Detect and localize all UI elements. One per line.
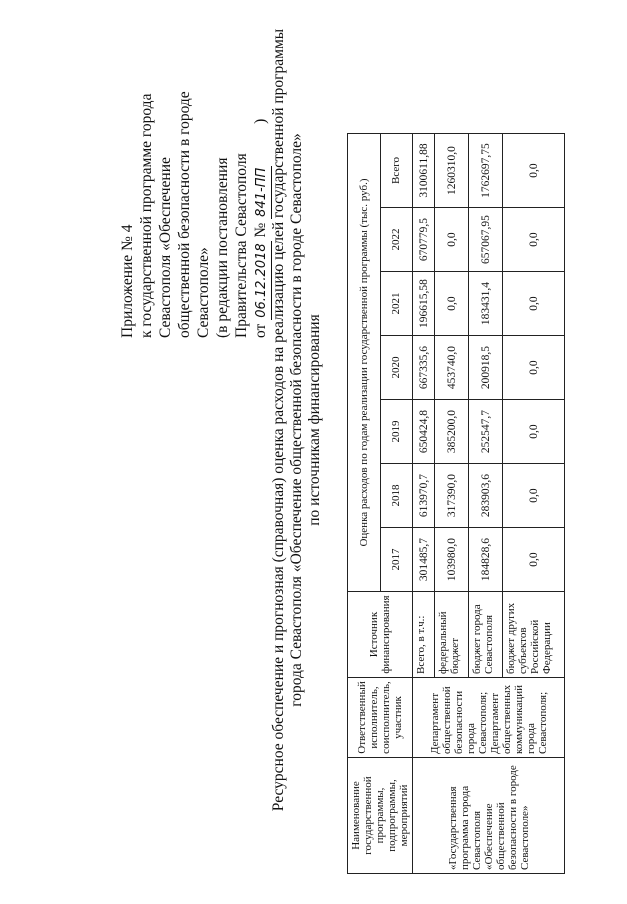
source-cell: бюджет города Севастополя (469, 592, 503, 678)
value-cell: 283903,6 (469, 464, 503, 528)
header-line: Севастополе» (195, 247, 212, 338)
value-cell: 667335,6 (413, 336, 435, 400)
value-cell: 670779,5 (413, 208, 435, 272)
header-line: общественной безопасности в городе (176, 91, 193, 338)
header-program-name: Наименование государственной программы, подпрограммы, мероприятий (348, 758, 413, 874)
header-line: Приложение № 4 (119, 224, 136, 338)
value-cell: 103980,0 (435, 528, 469, 592)
header-estimate: Оценка расходов по годам реализации государственной программы (тыс. руб.) (348, 134, 381, 592)
value-cell: 0,0 (503, 134, 565, 208)
value-cell: 1260310,0 (435, 134, 469, 208)
value-cell: 0,0 (503, 464, 565, 528)
financing-table (347, 133, 565, 874)
header-line: к государственной программе города (138, 93, 155, 338)
program-name-cell: «Государственная программа города Севастополя «Обеспечение общественной безопасности в городе Севастополе» (413, 758, 565, 874)
header-source: Источник финансирования (348, 592, 413, 678)
value-cell: 0,0 (503, 400, 565, 464)
value-cell: 1762697,75 (469, 134, 503, 208)
value-cell: 196615,58 (413, 272, 435, 336)
document-title (270, 20, 324, 820)
value-cell: 650424,8 (413, 400, 435, 464)
value-cell: 184828,6 (469, 528, 503, 592)
value-cell: 0,0 (503, 528, 565, 592)
number-prefix: № (252, 222, 269, 238)
total-header: Всего (380, 134, 413, 208)
value-cell: 252547,7 (469, 400, 503, 464)
title-line: города Севастополя «Обеспечение общественной безопасности в городе Севастополе» (288, 133, 305, 707)
source-cell: Всего, в т.ч.: (413, 592, 435, 678)
table-wrapper (347, 133, 565, 874)
year-header: 2020 (380, 336, 413, 400)
date-prefix: от (252, 323, 269, 338)
year-header: 2022 (380, 208, 413, 272)
value-cell: 0,0 (503, 336, 565, 400)
year-header: 2019 (380, 400, 413, 464)
value-cell: 657067,95 (469, 208, 503, 272)
value-cell: 200918,5 (469, 336, 503, 400)
decree-date-line (251, 38, 272, 338)
value-cell: 385200,0 (435, 400, 469, 464)
value-cell: 0,0 (503, 208, 565, 272)
appendix-header (118, 38, 272, 338)
title-line: по источникам финансирования (306, 314, 323, 526)
value-cell: 613970,7 (413, 464, 435, 528)
year-header: 2018 (380, 464, 413, 528)
value-cell: 3100611,88 (413, 134, 435, 208)
value-cell: 0,0 (435, 272, 469, 336)
value-cell: 301485,7 (413, 528, 435, 592)
table-row (413, 134, 435, 874)
handwritten-date: 06.12.2018 (252, 241, 272, 319)
source-cell: федеральный бюджет (435, 592, 469, 678)
header-line: Севастополя «Обеспечение (157, 157, 174, 338)
responsible-cell: Департамент общественной безопасности города Севастополя; Департамент общественных коммуникаций города Севастополя; (413, 678, 565, 758)
year-header: 2017 (380, 528, 413, 592)
value-cell: 183431,4 (469, 272, 503, 336)
title-line: Ресурсное обеспечение и прогнозная (справочная) оценка расходов на реализацию целей государственной программы (270, 28, 287, 812)
value-cell: 453740,0 (435, 336, 469, 400)
source-cell: бюджет других субъектов Российской Федерации (503, 592, 565, 678)
year-header: 2021 (380, 272, 413, 336)
value-cell: 317390,0 (435, 464, 469, 528)
header-responsible: Ответственный исполнитель, соисполнитель, участник (348, 678, 413, 758)
handwritten-number: 841-ПП (252, 166, 272, 219)
header-line: (в редакции постановления (214, 157, 231, 338)
header-line: Правительства Севастополя (233, 153, 250, 338)
value-cell: 0,0 (503, 272, 565, 336)
value-cell: 0,0 (435, 208, 469, 272)
closing-paren: ) (252, 118, 269, 124)
